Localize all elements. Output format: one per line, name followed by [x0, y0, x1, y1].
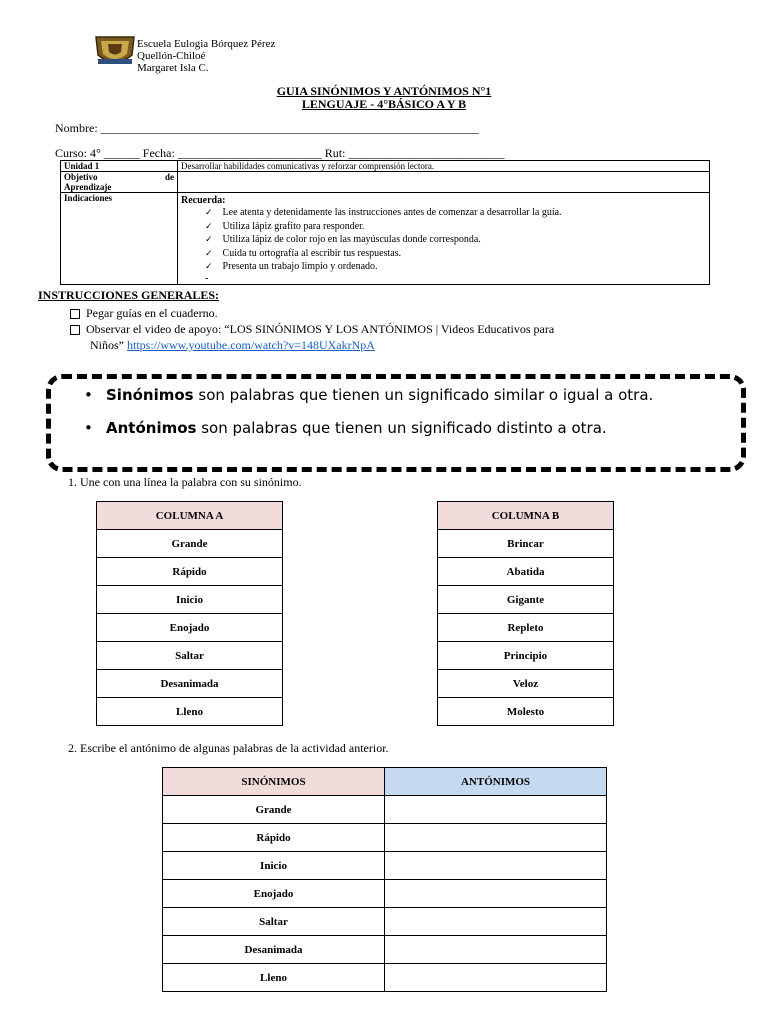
objetivo-label-c: Aprendizaje — [64, 182, 112, 192]
objetivo-label-b: de — [165, 172, 174, 182]
nombre-field: Nombre: _______________________________________________________________ — [55, 121, 479, 135]
definition-antonyms — [84, 419, 607, 437]
indicaciones-content — [178, 193, 710, 285]
question-1: 1. Une con una línea la palabra con su sinónimo. — [68, 475, 302, 489]
recuerda-title: Recuerda: — [181, 195, 226, 206]
indicaciones-label: Indicaciones — [61, 193, 178, 285]
school-location: Quellón-Chiloé — [137, 50, 206, 62]
column-a-word: Lleno — [97, 698, 283, 726]
unidad-row — [61, 161, 710, 172]
column-b-word: Abatida — [438, 558, 614, 586]
antonyms-table — [162, 767, 607, 992]
indicaciones-row — [61, 193, 710, 285]
synonym-word: Enojado — [163, 880, 385, 908]
guide-title: GUIA SINÓNIMOS Y ANTÓNIMOS N°1 — [276, 84, 492, 98]
unidad-value: Desarrollar habilidades comunicativas y reforzar comprensión lectora. — [178, 161, 710, 172]
school-name: Escuela Eulogia Bórquez Pérez — [137, 38, 276, 50]
info-table — [60, 160, 710, 285]
recuerda-item: ✓ Cuida tu ortografía al escribir tus respuestas. — [205, 247, 706, 261]
column-a-word: Inicio — [97, 586, 283, 614]
recuerda-item: ✓ Utiliza lápiz grafito para responder. — [205, 220, 706, 234]
instruction-item-2-text: Observar el video de apoyo: “LOS SINÓNIMOS Y LOS ANTÓNIMOS | Videos Educativos para — [86, 322, 555, 336]
antonyms-text: son palabras que tienen un significado distinto a otra. — [196, 419, 607, 437]
recuerda-item: ✓ Utiliza lápiz de color rojo en las mayúsculas donde corresponda. — [205, 233, 706, 247]
recuerda-trailing: - — [205, 272, 209, 284]
instruction-item-1-text: Pegar guías en el cuaderno. — [86, 306, 218, 320]
objetivo-row — [61, 172, 710, 193]
synonym-word: Inicio — [163, 852, 385, 880]
bullet-icon: • — [84, 419, 93, 437]
objetivo-label — [61, 172, 178, 193]
synonym-word: Desanimada — [163, 936, 385, 964]
synonym-word: Rápido — [163, 824, 385, 852]
bullet-icon: • — [84, 386, 93, 404]
column-a-word: Enojado — [97, 614, 283, 642]
instruction-item-2 — [70, 322, 554, 337]
column-a-word: Desanimada — [97, 670, 283, 698]
column-b-word: Principio — [438, 642, 614, 670]
column-a-word: Saltar — [97, 642, 283, 670]
synonym-word: Saltar — [163, 908, 385, 936]
antonym-answer-cell[interactable] — [385, 852, 607, 880]
school-logo — [94, 33, 136, 69]
instruction-item-2-cont-text: Niños” — [90, 338, 124, 352]
column-a-header: COLUMNA A — [97, 502, 283, 530]
definition-synonyms — [84, 386, 653, 404]
column-a-table — [96, 501, 283, 726]
synonyms-term: Sinónimos — [106, 386, 194, 404]
instructions-title: INSTRUCCIONES GENERALES: — [38, 288, 220, 302]
column-a-word: Grande — [97, 530, 283, 558]
column-b-word: Brincar — [438, 530, 614, 558]
unidad-label: Unidad 1 — [61, 161, 178, 172]
antonym-answer-cell[interactable] — [385, 936, 607, 964]
video-link[interactable]: https://www.youtube.com/watch?v=148UXakrNpA — [127, 338, 375, 352]
synonym-word: Grande — [163, 796, 385, 824]
synonyms-text: son palabras que tienen un significado similar o igual a otra. — [193, 386, 654, 404]
column-b-table — [437, 501, 614, 726]
antonym-answer-cell[interactable] — [385, 824, 607, 852]
antonym-answer-cell[interactable] — [385, 880, 607, 908]
column-b-header: COLUMNA B — [438, 502, 614, 530]
teacher-name: Margaret Isla C. — [137, 62, 209, 74]
antonyms-header: ANTÓNIMOS — [385, 768, 607, 796]
synonyms-header: SINÓNIMOS — [163, 768, 385, 796]
column-b-word: Gigante — [438, 586, 614, 614]
curso-fecha-rut-field: Curso: 4° ______ Fecha: ________________________ Rut: __________________________ — [55, 146, 505, 160]
instruction-item-2-cont — [90, 338, 375, 353]
question-2: 2. Escribe el antónimo de algunas palabras de la actividad anterior. — [68, 741, 389, 755]
antonym-answer-cell[interactable] — [385, 908, 607, 936]
recuerda-item: ✓ Presenta un trabajo limpio y ordenado. — [205, 260, 706, 274]
column-a-word: Rápido — [97, 558, 283, 586]
column-b-word: Veloz — [438, 670, 614, 698]
objetivo-value — [178, 172, 710, 193]
objetivo-label-a: Objetivo — [64, 172, 98, 182]
column-b-word: Repleto — [438, 614, 614, 642]
checkbox-icon — [70, 325, 80, 335]
synonym-word: Lleno — [163, 964, 385, 992]
antonym-answer-cell[interactable] — [385, 796, 607, 824]
antonym-answer-cell[interactable] — [385, 964, 607, 992]
column-b-word: Molesto — [438, 698, 614, 726]
checkbox-icon — [70, 309, 80, 319]
antonyms-term: Antónimos — [106, 419, 197, 437]
guide-subtitle: LENGUAJE - 4°BÁSICO A Y B — [301, 97, 467, 111]
recuerda-item: ✓ Lee atenta y detenidamente las instrucciones antes de comenzar a desarrollar la guía. — [205, 206, 706, 220]
recuerda-list — [181, 206, 706, 274]
instruction-item-1 — [70, 306, 218, 321]
